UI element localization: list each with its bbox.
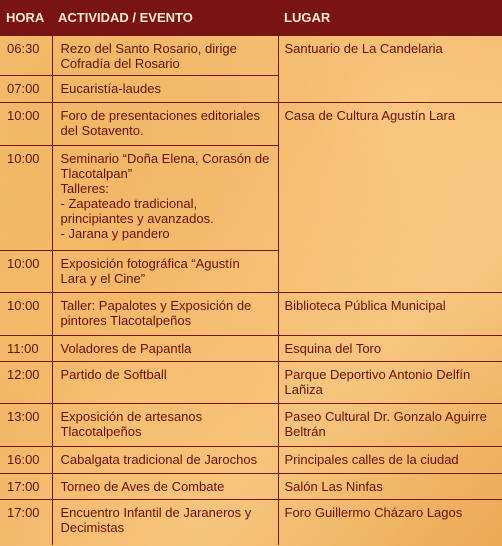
header-actividad: ACTIVIDAD / EVENTO xyxy=(52,0,278,36)
table-row xyxy=(0,404,502,447)
cell-lugar: Parque Deportivo Antonio Delfín Lañiza xyxy=(278,362,502,404)
cell-actividad: Eucaristía-laudes xyxy=(52,76,278,103)
cell-hora: 11:00 xyxy=(0,336,52,362)
cell-lugar: Casa de Cultura Agustín Lara xyxy=(278,103,502,293)
cell-hora: 10:00 xyxy=(0,293,52,336)
cell-actividad: Encuentro Infantil de Jaraneros y Decimistas xyxy=(52,500,278,545)
cell-lugar: Biblioteca Pública Municipal xyxy=(278,293,502,336)
cell-hora: 17:00 xyxy=(0,500,52,545)
cell-actividad: Voladores de Papantla xyxy=(52,336,278,362)
table-row xyxy=(0,474,502,500)
cell-hora: 07:00 xyxy=(0,76,52,103)
table-row xyxy=(0,362,502,404)
cell-actividad: Exposición de artesanos Tlacotalpeños xyxy=(52,404,278,447)
cell-hora: 12:00 xyxy=(0,362,52,404)
cell-actividad: Exposición fotográfica “Agustín Lara y el Cine” xyxy=(52,251,278,293)
cell-actividad: Taller: Papalotes y Exposición de pintores Tlacotalpeños xyxy=(52,293,278,336)
cell-actividad: Partido de Softball xyxy=(52,362,278,404)
cell-lugar: Salón Las Ninfas xyxy=(278,474,502,500)
cell-hora: 10:00 xyxy=(0,103,52,146)
table-row xyxy=(0,500,502,545)
cell-lugar: Principales calles de la ciudad xyxy=(278,447,502,474)
cell-hora: 17:00 xyxy=(0,474,52,500)
cell-lugar: Foro Guillermo Cházaro Lagos xyxy=(278,500,502,545)
cell-hora: 13:00 xyxy=(0,404,52,447)
cell-hora: 10:00 xyxy=(0,146,52,251)
table-row xyxy=(0,36,502,76)
table-row xyxy=(0,447,502,474)
header-lugar: LUGAR xyxy=(278,0,502,36)
cell-hora: 16:00 xyxy=(0,447,52,474)
cell-actividad: Seminario “Doña Elena, Corasón de Tlacotalpan” Talleres: - Zapateado tradicional, principiantes y avanzados. - Jarana y pandero xyxy=(52,146,278,251)
cell-hora: 10:00 xyxy=(0,251,52,293)
cell-actividad: Cabalgata tradicional de Jarochos xyxy=(52,447,278,474)
table-row xyxy=(0,103,502,146)
table-header-row xyxy=(0,0,502,36)
cell-lugar: Esquina del Toro xyxy=(278,336,502,362)
header-hora: HORA xyxy=(0,0,52,36)
cell-actividad: Torneo de Aves de Combate xyxy=(52,474,278,500)
table-row xyxy=(0,336,502,362)
table-row xyxy=(0,293,502,336)
cell-hora: 06:30 xyxy=(0,36,52,76)
cell-lugar: Paseo Cultural Dr. Gonzalo Aguirre Beltrán xyxy=(278,404,502,447)
cell-actividad: Rezo del Santo Rosario, dirige Cofradía del Rosario xyxy=(52,36,278,76)
cell-lugar: Santuario de La Candelaria xyxy=(278,36,502,103)
cell-actividad: Foro de presentaciones editoriales del Sotavento. xyxy=(52,103,278,146)
